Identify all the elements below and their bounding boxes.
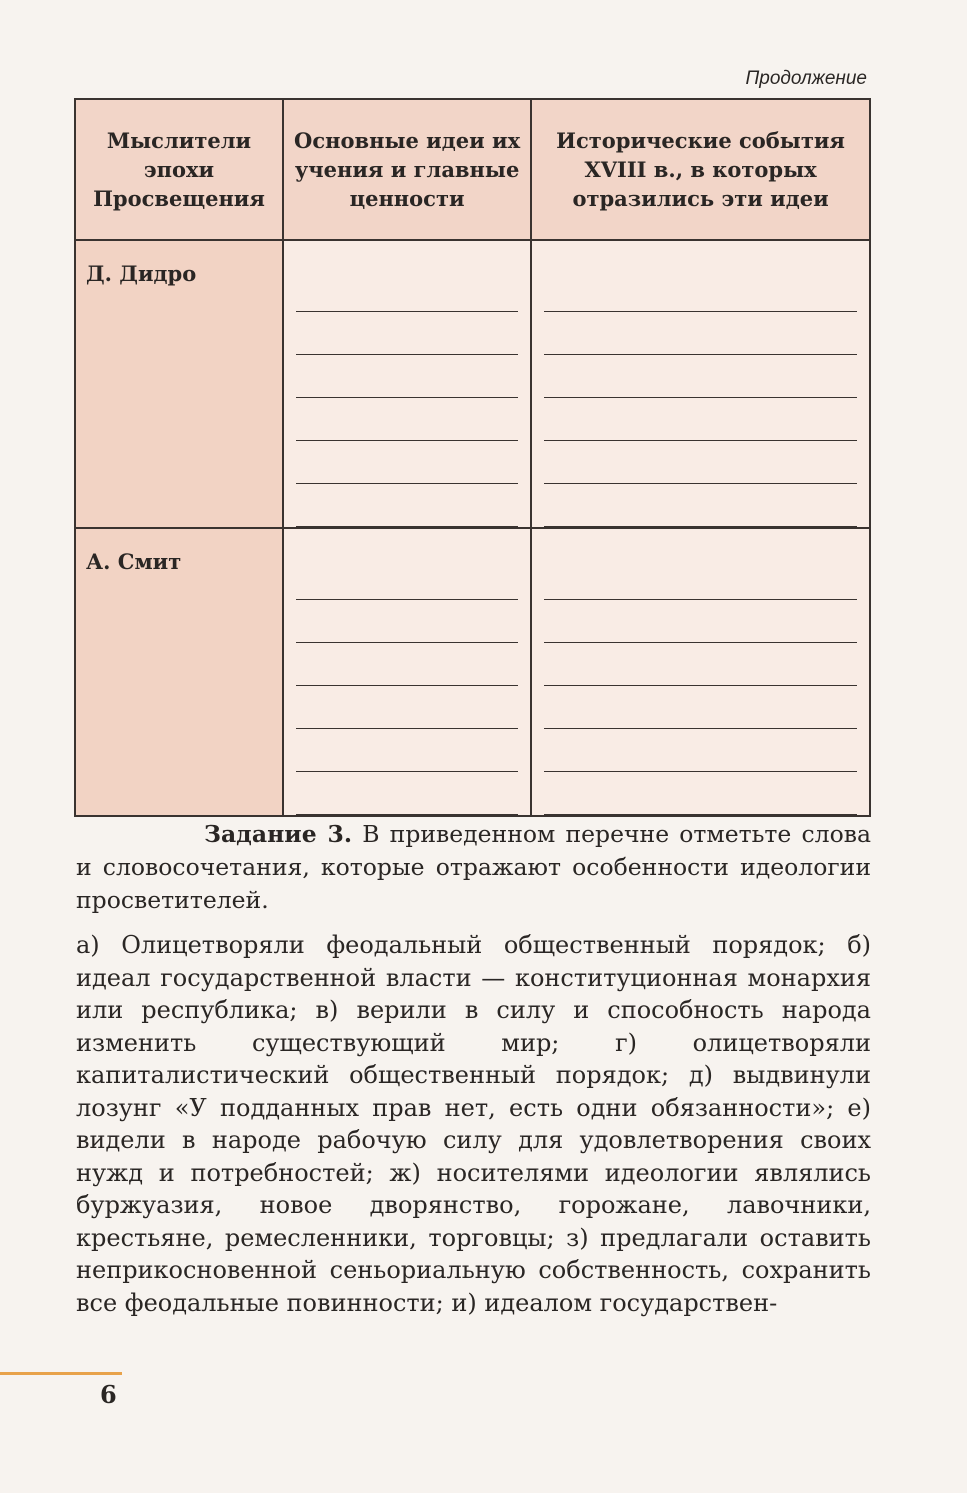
answer-field-ideas[interactable]: [283, 528, 531, 816]
task-options: а) Олицетворяли феодальный общественный порядок; б) идеал государственной власти — конституционная монархия или республика; в) верили в силу и способность народа изменить существующий мир; г) олицетворяли капиталистический общественный порядок; д) выдвинули лозунг «У подданных прав нет, есть одни обязанности»; е) видели в народе рабочую силу для удовлетворения своих нужд и потребностей; ж) носителями идеологии являлись буржуазия, новое дворянство, горожане, лавочники, крестьяне, ремесленники, торговцы; з) предлагали оставить неприкосновенной сеньориальную собственность, сохранить все феодальные повинности; и) идеалом государствен-: [76, 931, 871, 1317]
task-title: Задание 3.: [204, 820, 353, 848]
task-instruction: [76, 818, 871, 917]
answer-field-events[interactable]: [531, 240, 870, 528]
column-header: Мыслители эпохи Просвещения: [75, 99, 283, 240]
column-header: Исторические события XVIII в., в которых отразились эти идеи: [531, 99, 870, 240]
table-row: [75, 528, 870, 816]
column-header: Основные идеи их учения и главные ценности: [283, 99, 531, 240]
table-row: [75, 240, 870, 528]
page-number: 6: [100, 1380, 117, 1409]
task-3: [76, 818, 871, 1331]
page-accent-line: [0, 1372, 122, 1375]
enlightenment-table: [74, 98, 871, 817]
thinker-name: А. Смит: [75, 528, 283, 816]
table-header-row: [75, 99, 870, 240]
continuation-label: Продолжение: [745, 68, 867, 89]
task-text: В приведенном перечне отметьте слова и словосочетания, которые отражают особенности идеологии просветителей.: [76, 820, 871, 914]
answer-field-events[interactable]: [531, 528, 870, 816]
thinker-name: Д. Дидро: [75, 240, 283, 528]
answer-field-ideas[interactable]: [283, 240, 531, 528]
